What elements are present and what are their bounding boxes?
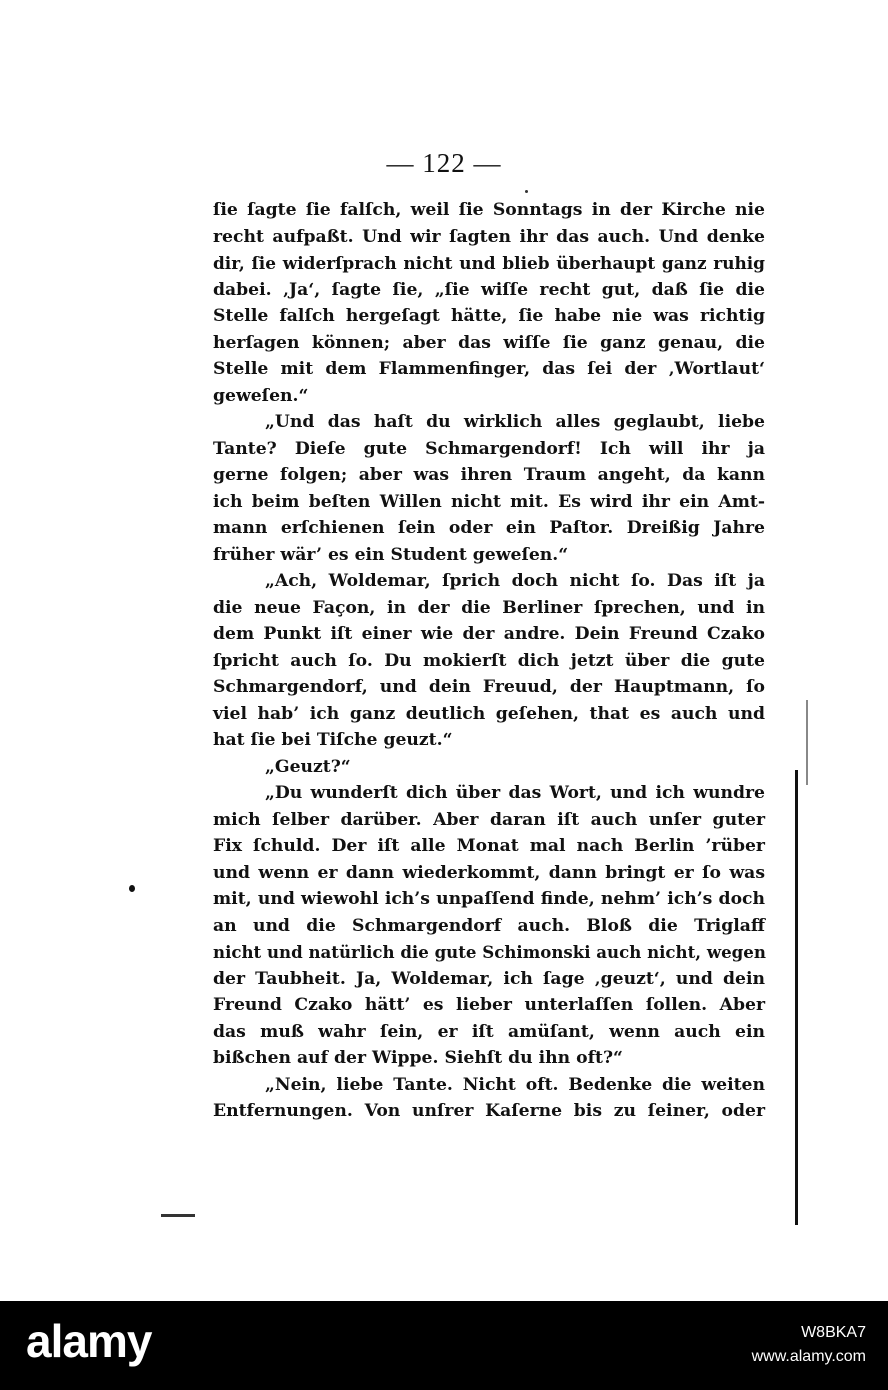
- text-line: hat ſie bei Tiſche geuzt.“: [213, 730, 453, 750]
- text-line: „Nein, liebe Tante. Nicht oft. Bedenke die weiten: [265, 1074, 765, 1095]
- alamy-logo: alamy: [26, 1315, 152, 1367]
- text-line: gerne folgen; aber was ihren Traum angeht, da kann: [213, 465, 765, 485]
- text-line: Freund Czako hätt’ es lieber unterlaſſen ſollen. Aber: [213, 995, 765, 1015]
- text-line: ſpricht auch ſo. Du mokierſt dich jetzt über die gute: [213, 650, 765, 671]
- text-line: dem Punkt iſt einer wie der andre. Dein Freund Czako: [213, 624, 765, 644]
- margin-rule: [795, 770, 798, 1225]
- text-line: herſagen können; aber das wiſſe ſie ganz genau, die: [213, 332, 765, 353]
- text-line: Tante? Dieſe gute Schmargendorf! Ich will ihr ja: [213, 438, 765, 459]
- text-line: das muß wahr ſein, er iſt amüſant, wenn auch ein: [213, 1021, 765, 1042]
- text-line: nicht und natürlich die gute Schimonski auch nicht, wegen: [213, 942, 766, 962]
- text-line: „Und das haſt du wirklich alles geglaubt, liebe: [265, 412, 765, 432]
- text-line: früher wär’ es ein Student geweſen.“: [213, 544, 569, 565]
- text-line: Stelle mit dem Flammenfinger, das ſei der ‚Wortlaut‘: [213, 359, 765, 379]
- text-line: die neue Façon, in der die Berliner ſprechen, und in: [213, 597, 765, 618]
- text-line: bißchen auf der Wippe. Siehſt du ihn oft?“: [213, 1048, 623, 1068]
- text-line: geweſen.“: [213, 385, 309, 406]
- text-line: viel hab’ ich ganz deutlich geſehen, that es auch und: [213, 703, 765, 724]
- text-line: ſie ſagte ſie falſch, weil ſie Sonntags in der Kirche nie: [213, 200, 765, 220]
- page-text-body: [213, 197, 765, 1125]
- site-url: www.alamy.com: [751, 1348, 866, 1365]
- text-line: Fix ſchuld. Der iſt alle Monat mal nach Berlin ’rüber: [213, 836, 765, 856]
- margin-dot: [129, 885, 135, 892]
- text-line: ich beim beſten Willen nicht mit. Es wird ihr ein Amt-: [213, 491, 765, 512]
- text-line: Stelle falſch hergeſagt hätte, ſie habe nie was richtig: [213, 306, 765, 326]
- text-line: „Ach, Woldemar, ſprich doch nicht ſo. Das iſt ja: [265, 571, 765, 591]
- page-number: — 122 —: [386, 148, 502, 178]
- image-id: W8BKA7: [801, 1324, 866, 1341]
- text-line: mich ſelber darüber. Aber daran iſt auch unſer guter: [213, 809, 765, 830]
- text-line: dir, ſie widerſprach nicht und blieb überhaupt ganz ruhig: [213, 253, 765, 273]
- text-line: „Du wunderſt dich über das Wort, und ich wundre: [265, 783, 765, 803]
- text-line: Schmargendorf, und dein Freuud, der Hauptmann, ſo: [213, 677, 765, 697]
- print-speck: [525, 190, 528, 193]
- text-line: dabei. ‚Ja‘, ſagte ſie, „ſie wiſſe recht gut, daß ſie die: [213, 279, 765, 300]
- text-line: und wenn er dann wiederkommt, dann bringt er ſo was: [213, 862, 765, 883]
- banner-info: [752, 1321, 866, 1369]
- text-line: mit, und wiewohl ich’s unpaſſend finde, nehm’ ich’s doch: [213, 889, 765, 909]
- text-line: Entfernungen. Von unſrer Kaſerne bis zu ſeiner, oder: [213, 1101, 765, 1121]
- foot-mark: [161, 1214, 195, 1217]
- text-line: recht aufpaßt. Und wir ſagten ihr das auch. Und denke: [213, 226, 765, 247]
- watermark-banner: [0, 1301, 888, 1390]
- text-line: an und die Schmargendorf auch. Bloß die Triglaff: [213, 915, 765, 936]
- text-line: mann erſchienen ſein oder ein Paſtor. Dreißig Jahre: [213, 518, 765, 538]
- margin-rule-faint: [806, 700, 808, 785]
- text-line: „Geuzt?“: [265, 756, 351, 777]
- text-line: der Taubheit. Ja, Woldemar, ich ſage ‚geuzt‘, und dein: [213, 968, 765, 989]
